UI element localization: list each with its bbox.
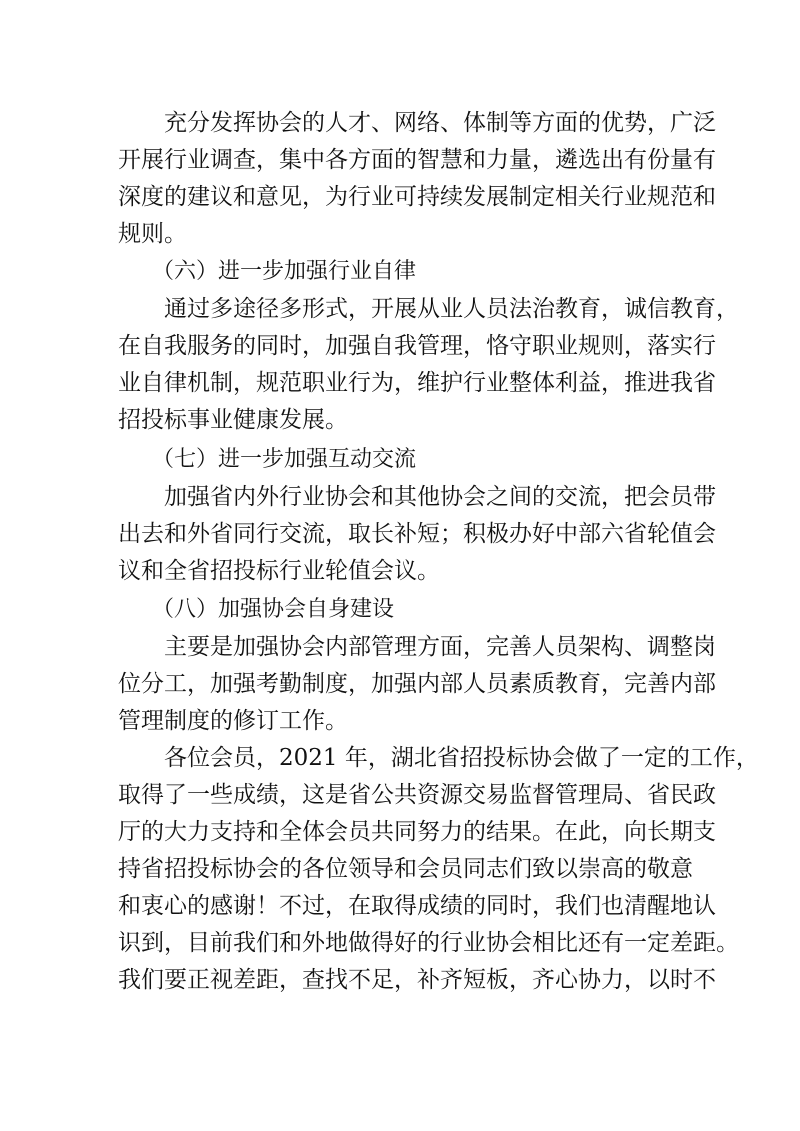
paragraph-line: 和衷心的感谢！不过，在取得成绩的同时，我们也清醒地认 bbox=[118, 893, 716, 919]
paragraph-line: 招投标事业健康发展。 bbox=[118, 407, 348, 433]
paragraph-line: 主要是加强协会内部管理方面，完善人员架构、调整岗 bbox=[164, 634, 716, 660]
paragraph-line: 厅的大力支持和全体会员共同努力的结果。在此，向长期支 bbox=[118, 819, 716, 845]
paragraph-line: 取得了一些成绩，这是省公共资源交易监督管理局、省民政 bbox=[118, 782, 716, 808]
paragraph-line: 各位会员，2021 年，湖北省招投标协会做了一定的工作， bbox=[164, 745, 759, 771]
section-heading: （八）加强协会自身建设 bbox=[152, 597, 395, 622]
paragraph-line: 管理制度的修订工作。 bbox=[118, 708, 348, 734]
section-heading: （七）进一步加强互动交流 bbox=[152, 447, 417, 472]
section-heading: （六）进一步加强行业自律 bbox=[152, 259, 417, 284]
paragraph-line: 识到，目前我们和外地做得好的行业协会相比还有一定差距。 bbox=[118, 930, 739, 956]
paragraph-line: 深度的建议和意见，为行业可持续发展制定相关行业规范和 bbox=[118, 184, 716, 210]
paragraph-line: 持省招投标协会的各位领导和会员同志们致以崇高的敬意 bbox=[118, 856, 693, 882]
paragraph-line: 开展行业调查，集中各方面的智慧和力量，遴选出有份量有 bbox=[118, 147, 716, 173]
paragraph-line: 位分工，加强考勤制度，加强内部人员素质教育，完善内部 bbox=[118, 671, 716, 697]
paragraph-line: 出去和外省同行交流，取长补短；积极办好中部六省轮值会 bbox=[118, 521, 716, 547]
paragraph-line: 议和全省招投标行业轮值会议。 bbox=[118, 558, 440, 584]
paragraph-line: 加强省内外行业协会和其他协会之间的交流，把会员带 bbox=[164, 484, 716, 510]
paragraph-line: 通过多途径多形式，开展从业人员法治教育，诚信教育， bbox=[164, 296, 739, 322]
paragraph-line: 充分发挥协会的人才、网络、体制等方面的优势，广泛 bbox=[164, 110, 716, 136]
paragraph-line: 我们要正视差距，查找不足，补齐短板，齐心协力，以时不 bbox=[118, 967, 716, 993]
paragraph-line: 规则。 bbox=[118, 221, 187, 247]
paragraph-line: 在自我服务的同时，加强自我管理，恪守职业规则，落实行 bbox=[118, 333, 716, 359]
paragraph-line: 业自律机制，规范职业行为，维护行业整体利益，推进我省 bbox=[118, 370, 716, 396]
